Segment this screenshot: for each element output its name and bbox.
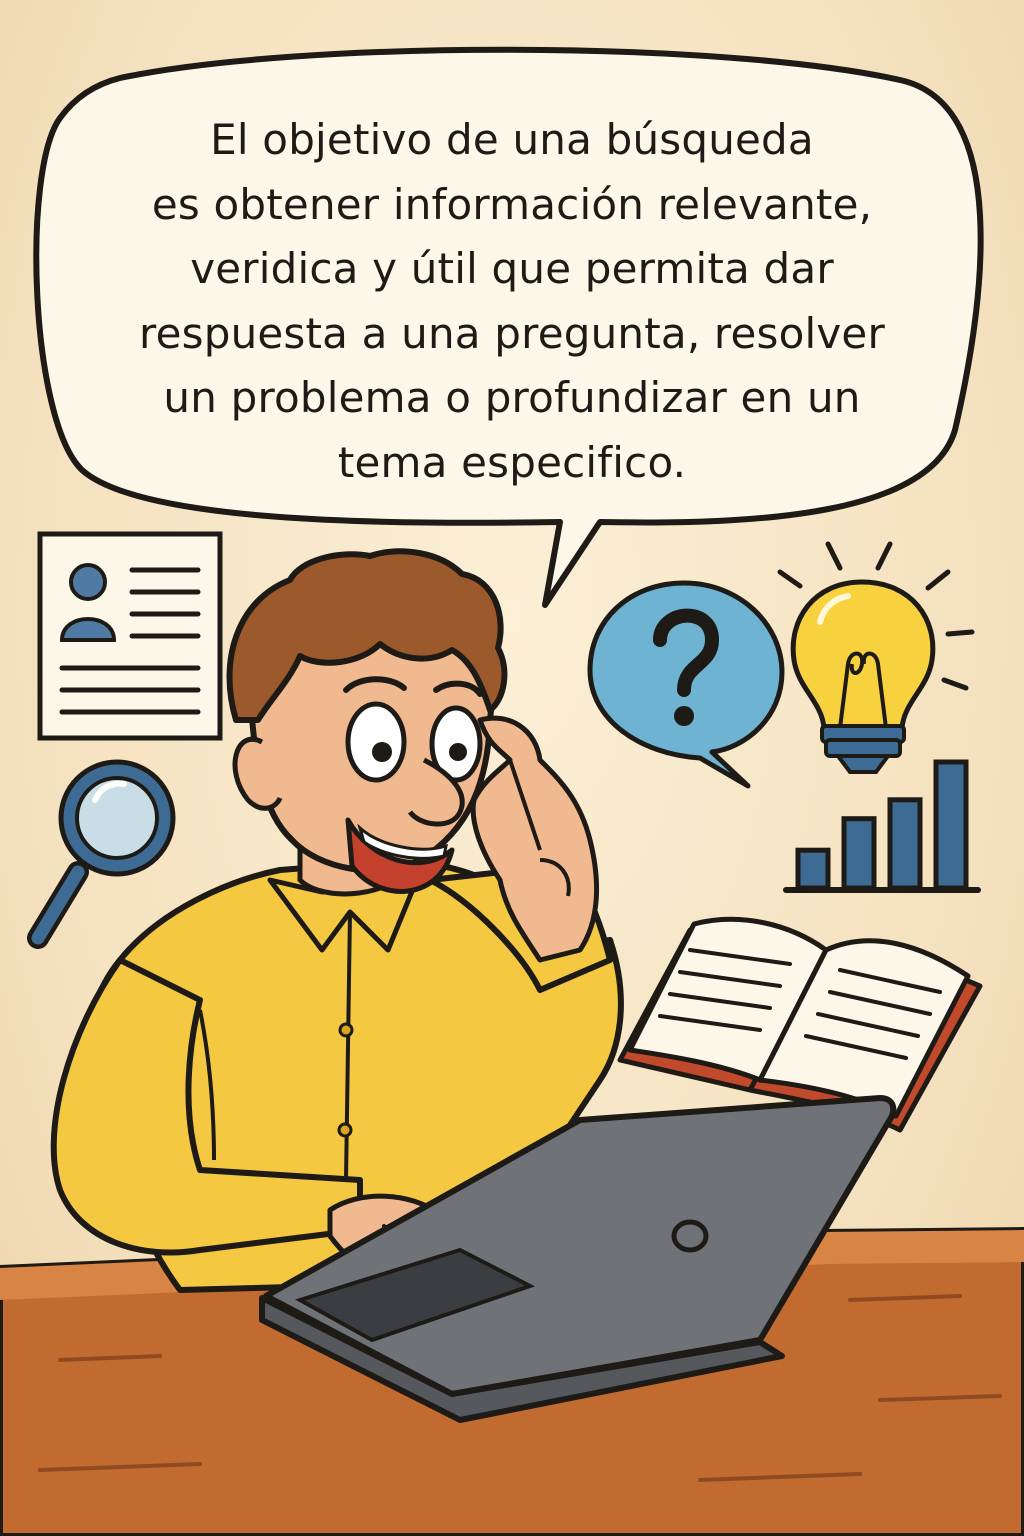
- chart-bar-2: [844, 819, 874, 888]
- bar-chart-icon: [786, 762, 978, 890]
- caption-line-4: respuesta a una pregunta, resolver: [139, 308, 885, 358]
- profile-card-icon: [40, 534, 220, 738]
- chart-bar-4: [936, 762, 966, 888]
- caption-line-1: El objetivo de una búsqueda: [210, 115, 814, 164]
- question-mark-icon: [590, 583, 782, 786]
- light-bulb-icon: [780, 544, 972, 772]
- caption-line-2: es obtener información relevante,: [151, 179, 873, 229]
- chart-bar-3: [890, 800, 920, 888]
- caption-line-6: tema especifico.: [337, 437, 687, 487]
- speech-bubble-text: [70, 108, 954, 498]
- chart-bar-1: [798, 850, 828, 888]
- caption-line-5: un problema o profundizar en un: [163, 373, 861, 422]
- open-book-icon: [620, 919, 980, 1130]
- magnifying-glass-icon: [38, 762, 173, 938]
- caption-line-3: veridica y útil que permita dar: [190, 244, 834, 293]
